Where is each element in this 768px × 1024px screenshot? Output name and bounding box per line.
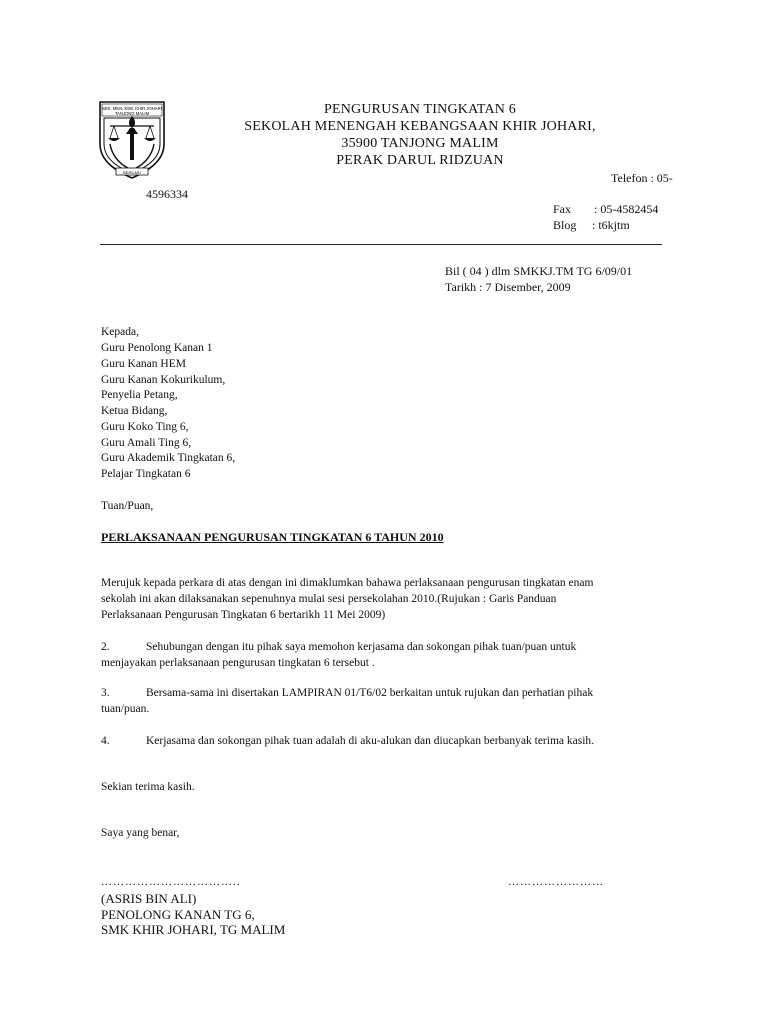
paragraph-4-number: 4. — [101, 735, 110, 747]
signatory-position: PENOLONG KANAN TG 6, — [101, 907, 255, 922]
paragraph-3-line: Bersama-sama ini disertakan LAMPIRAN 01/T6/02 berkaitan untuk rujukan dan perhatian pihak — [146, 687, 594, 699]
recipient-line: Guru Koko Ting 6, — [101, 421, 189, 433]
recipient-line: Guru Amali Ting 6, — [101, 437, 192, 449]
paragraph-1-line: Merujuk kepada perkara di atas dengan ini dimaklumkan bahawa perlaksanaan pengurusan tingkatan enam — [101, 577, 594, 589]
recipient-line: Guru Kanan HEM — [101, 358, 186, 370]
signatory-school: SMK KHIR JOHARI, TG MALIM — [101, 922, 286, 937]
svg-text:TANJONG MALIM: TANJONG MALIM — [114, 111, 150, 116]
paragraph-3-number: 3. — [101, 687, 110, 699]
fax-value: : 05-4582454 — [594, 202, 659, 216]
recipient-line: Guru Penolong Kanan 1 — [101, 342, 213, 354]
paragraph-1-line: sekolah ini akan dilaksanakan sepenuhnya mulai sesi persekolahan 2010.(Rujukan : Garis Panduan — [101, 593, 557, 605]
recipient-line: Kepada, — [101, 326, 139, 338]
letter-subject: PERLAKSANAAN PENGURUSAN TINGKATAN 6 TAHUN 2010 — [101, 530, 444, 544]
svg-text:SEK. MEN. KEB. KHIR JOHARI: SEK. MEN. KEB. KHIR JOHARI — [102, 106, 162, 111]
signatory-name: (ASRIS BIN ALI) — [101, 891, 197, 906]
closing-thanks: Sekian terima kasih. — [101, 781, 195, 793]
telefon-label: Telefon : 05- — [611, 171, 673, 185]
signature-line-right: …………………… — [508, 876, 604, 888]
letterhead-line-4: PERAK DARUL RIDZUAN — [336, 153, 504, 168]
paragraph-4-line: Kerjasama dan sokongan pihak tuan adalah di aku-alukan dan diucapkan berbanyak terima kasih. — [146, 735, 595, 747]
paragraph-2-number: 2. — [101, 641, 110, 653]
letterhead-line-1: PENGURUSAN TINGKATAN 6 — [323, 102, 517, 117]
paragraph-3-line: tuan/puan. — [101, 703, 150, 715]
reference-number: Bil ( 04 ) dlm SMKKJ.TM TG 6/09/01 — [445, 264, 633, 278]
blog-value: : t6kjtm — [592, 218, 630, 232]
recipient-line: Pelajar Tingkatan 6 — [101, 468, 191, 480]
paragraph-2-line: Sehubungan dengan itu pihak saya memohon kerjasama dan sokongan pihak tuan/puan untuk — [146, 641, 577, 653]
blog-label: Blog — [553, 218, 577, 232]
paragraph-1-line: Perlaksanaan Pengurusan Tingkatan 6 bertarikh 11 Mei 2009) — [101, 609, 386, 621]
fax-label: Fax — [553, 202, 571, 216]
recipient-line: Guru Akademik Tingkatan 6, — [101, 452, 236, 464]
closing-yours: Saya yang benar, — [101, 827, 180, 839]
svg-text:BERILMU: BERILMU — [123, 170, 141, 175]
salutation: Tuan/Puan, — [101, 500, 154, 512]
letterhead-line-3: 35900 TANJONG MALIM — [341, 136, 499, 151]
letterhead-line-2: SEKOLAH MENENGAH KEBANGSAAN KHIR JOHARI, — [244, 119, 596, 134]
school-crest-logo — [96, 98, 168, 180]
recipient-line: Penyelia Petang, — [101, 389, 178, 401]
letter-date: Tarikh : 7 Disember, 2009 — [445, 280, 571, 294]
recipient-line: Ketua Bidang, — [101, 405, 168, 417]
header-divider — [100, 244, 662, 245]
signature-line-left: …………………………….. — [101, 876, 241, 888]
paragraph-2-line: menjayakan perlaksanaan pengurusan tingkatan 6 tersebut . — [101, 657, 375, 669]
telefon-number-continued: 4596334 — [146, 187, 188, 201]
recipient-line: Guru Kanan Kokurikulum, — [101, 374, 226, 386]
